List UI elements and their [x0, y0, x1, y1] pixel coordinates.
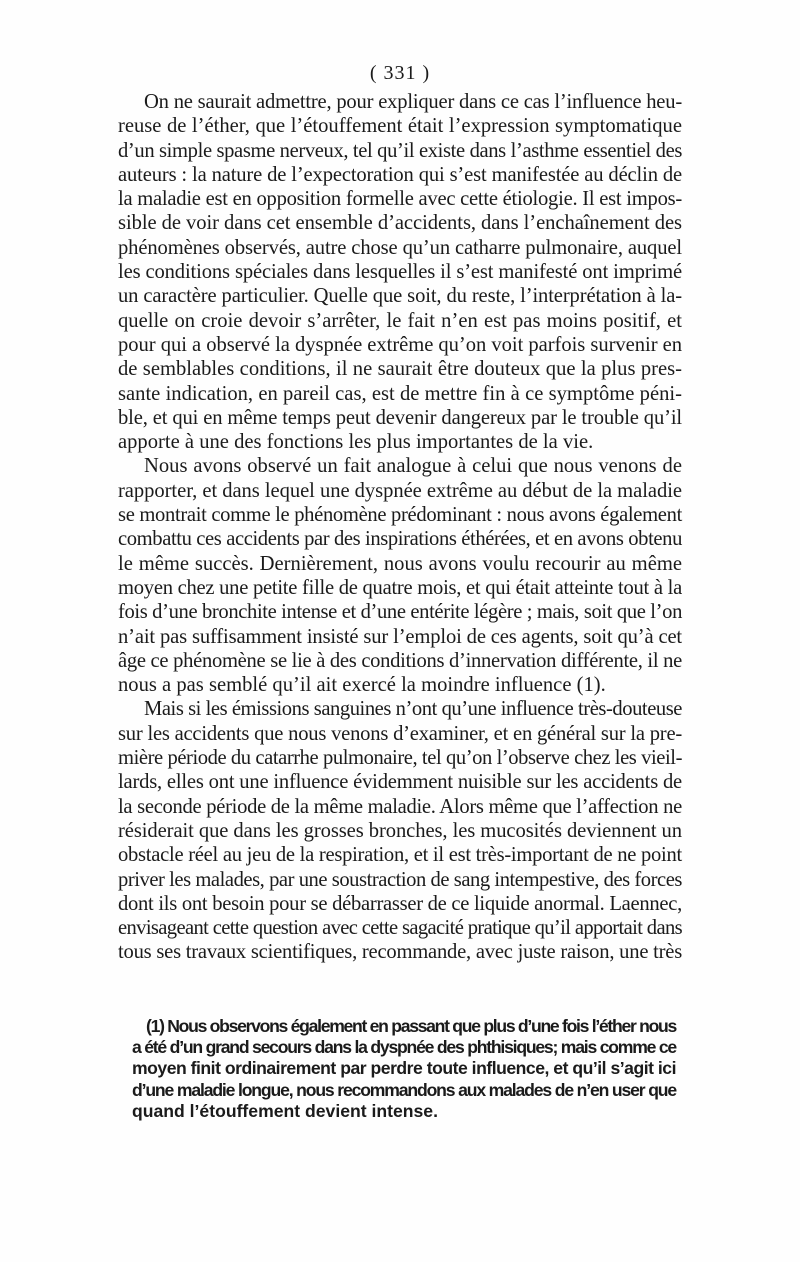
text-line: fois d’une bronchite intense et d’une entérite légère ; mais, soit que l’on	[118, 601, 682, 624]
text-line: dont ils ont besoin pour se débarrasser de ce liquide anormal. Laennec,	[118, 892, 682, 915]
text-line: lards, elles ont une influence évidemment nuisible sur les accidents de	[118, 771, 682, 794]
text-line: n’ait pas suffisamment insisté sur l’emploi de ces agents, soit qu’à cet	[118, 625, 682, 648]
text-line: de semblables conditions, il ne saurait être douteux que la plus pres-	[118, 358, 682, 381]
text-line: quelle on croie devoir s’arrêter, le fait n’en est pas moins positif, et	[118, 309, 682, 332]
text-line: tous ses travaux scientifiques, recommande, avec juste raison, une très	[118, 941, 682, 964]
text-line: sur les accidents que nous venons d’examiner, et en général sur la pre-	[118, 722, 682, 745]
text-line: pour qui a observé la dyspnée extrême qu’on voit parfois survenir en	[118, 333, 682, 356]
text-line: combattu ces accidents par des inspirations éthérées, et en avons obtenu	[118, 528, 682, 551]
text-line: Mais si les émissions sanguines n’ont qu’une influence très-douteuse	[144, 698, 682, 721]
text-line: rapporter, et dans lequel une dyspnée extrême au début de la maladie	[118, 479, 682, 502]
text-line: la seconde période de la même maladie. Alors même que l’affection ne	[118, 795, 683, 818]
text-line: la maladie est en opposition formelle avec cette étiologie. Il est impos-	[118, 188, 683, 211]
body-text	[118, 90, 682, 965]
text-line: le même succès. Dernièrement, nous avons voulu recourir au même	[118, 552, 682, 575]
footnote-line: a été d’un grand secours dans la dyspnée des phthisiques; mais comme ce	[132, 1037, 676, 1058]
text-line: auteurs : la nature de l’expectoration qui s’est manifestée au déclin de	[118, 163, 682, 186]
text-line: On ne saurait admettre, pour expliquer dans ce cas l’influence heu-	[144, 91, 682, 113]
text-line: se montrait comme le phénomène prédominant : nous avons également	[118, 504, 682, 527]
text-line: ble, et qui en même temps peut devenir dangereux par le trouble qu’il	[118, 406, 682, 429]
text-line: les conditions spéciales dans lesquelles il s’est manifesté ont imprimé	[118, 261, 682, 284]
text-line: envisageant cette question avec cette sagacité pratique qu’il apportait dans	[118, 917, 682, 940]
text-line: reuse de l’éther, que l’étouffement était l’expression symptomatique	[118, 115, 682, 138]
text-line: Nous avons observé un fait analogue à celui que nous venons de	[144, 455, 682, 478]
text-line: nous a pas semblé qu’il ait exercé la moindre influence (1).	[118, 674, 606, 697]
text-line: d’un simple spasme nerveux, tel qu’il existe dans l’asthme essentiel des	[118, 139, 682, 162]
paragraph	[118, 697, 682, 964]
footnote-line: d’une maladie longue, nous recommandons aux malades de n’en user que	[132, 1079, 676, 1100]
footnote-line: quand l’étouffement devient intense.	[132, 1100, 438, 1121]
paragraph	[118, 454, 682, 697]
text-line: résiderait que dans les grosses bronches, les mucosités deviennent un	[118, 819, 682, 842]
text-line: obstacle réel au jeu de la respiration, et il est très-important de ne point	[118, 844, 682, 867]
text-line: moyen chez une petite fille de quatre mois, et qui était atteinte tout à la	[118, 576, 682, 599]
text-line: sible de voir dans cet ensemble d’accidents, dans l’enchaînement des	[118, 212, 682, 235]
page-number: ( 331 )	[369, 62, 431, 84]
text-line: un caractère particulier. Quelle que soit, du reste, l’interprétation à la-	[118, 285, 682, 308]
text-line: apporte à une des fonctions les plus importantes de la vie.	[118, 431, 594, 454]
text-line: mière période du catarrhe pulmonaire, tel qu’on l’observe chez les vieil-	[118, 747, 682, 770]
footnote-line: moyen finit ordinairement par perdre toute influence, et qu’il s’agit ici	[132, 1058, 676, 1079]
text-line: priver les malades, par une soustraction de sang intempestive, des forces	[118, 868, 682, 891]
text-line: âge ce phénomène se lie à des conditions d’innervation différente, il ne	[118, 649, 682, 672]
footnote	[132, 1016, 676, 1122]
footnote-line: (1) Nous observons également en passant que plus d’une fois l’éther nous	[146, 1016, 676, 1036]
paragraph	[118, 90, 682, 454]
text-line: phénomènes observés, autre chose qu’un catharre pulmonaire, auquel	[118, 236, 682, 259]
text-line: sante indication, en pareil cas, est de mettre fin à ce symptôme péni-	[118, 382, 682, 405]
